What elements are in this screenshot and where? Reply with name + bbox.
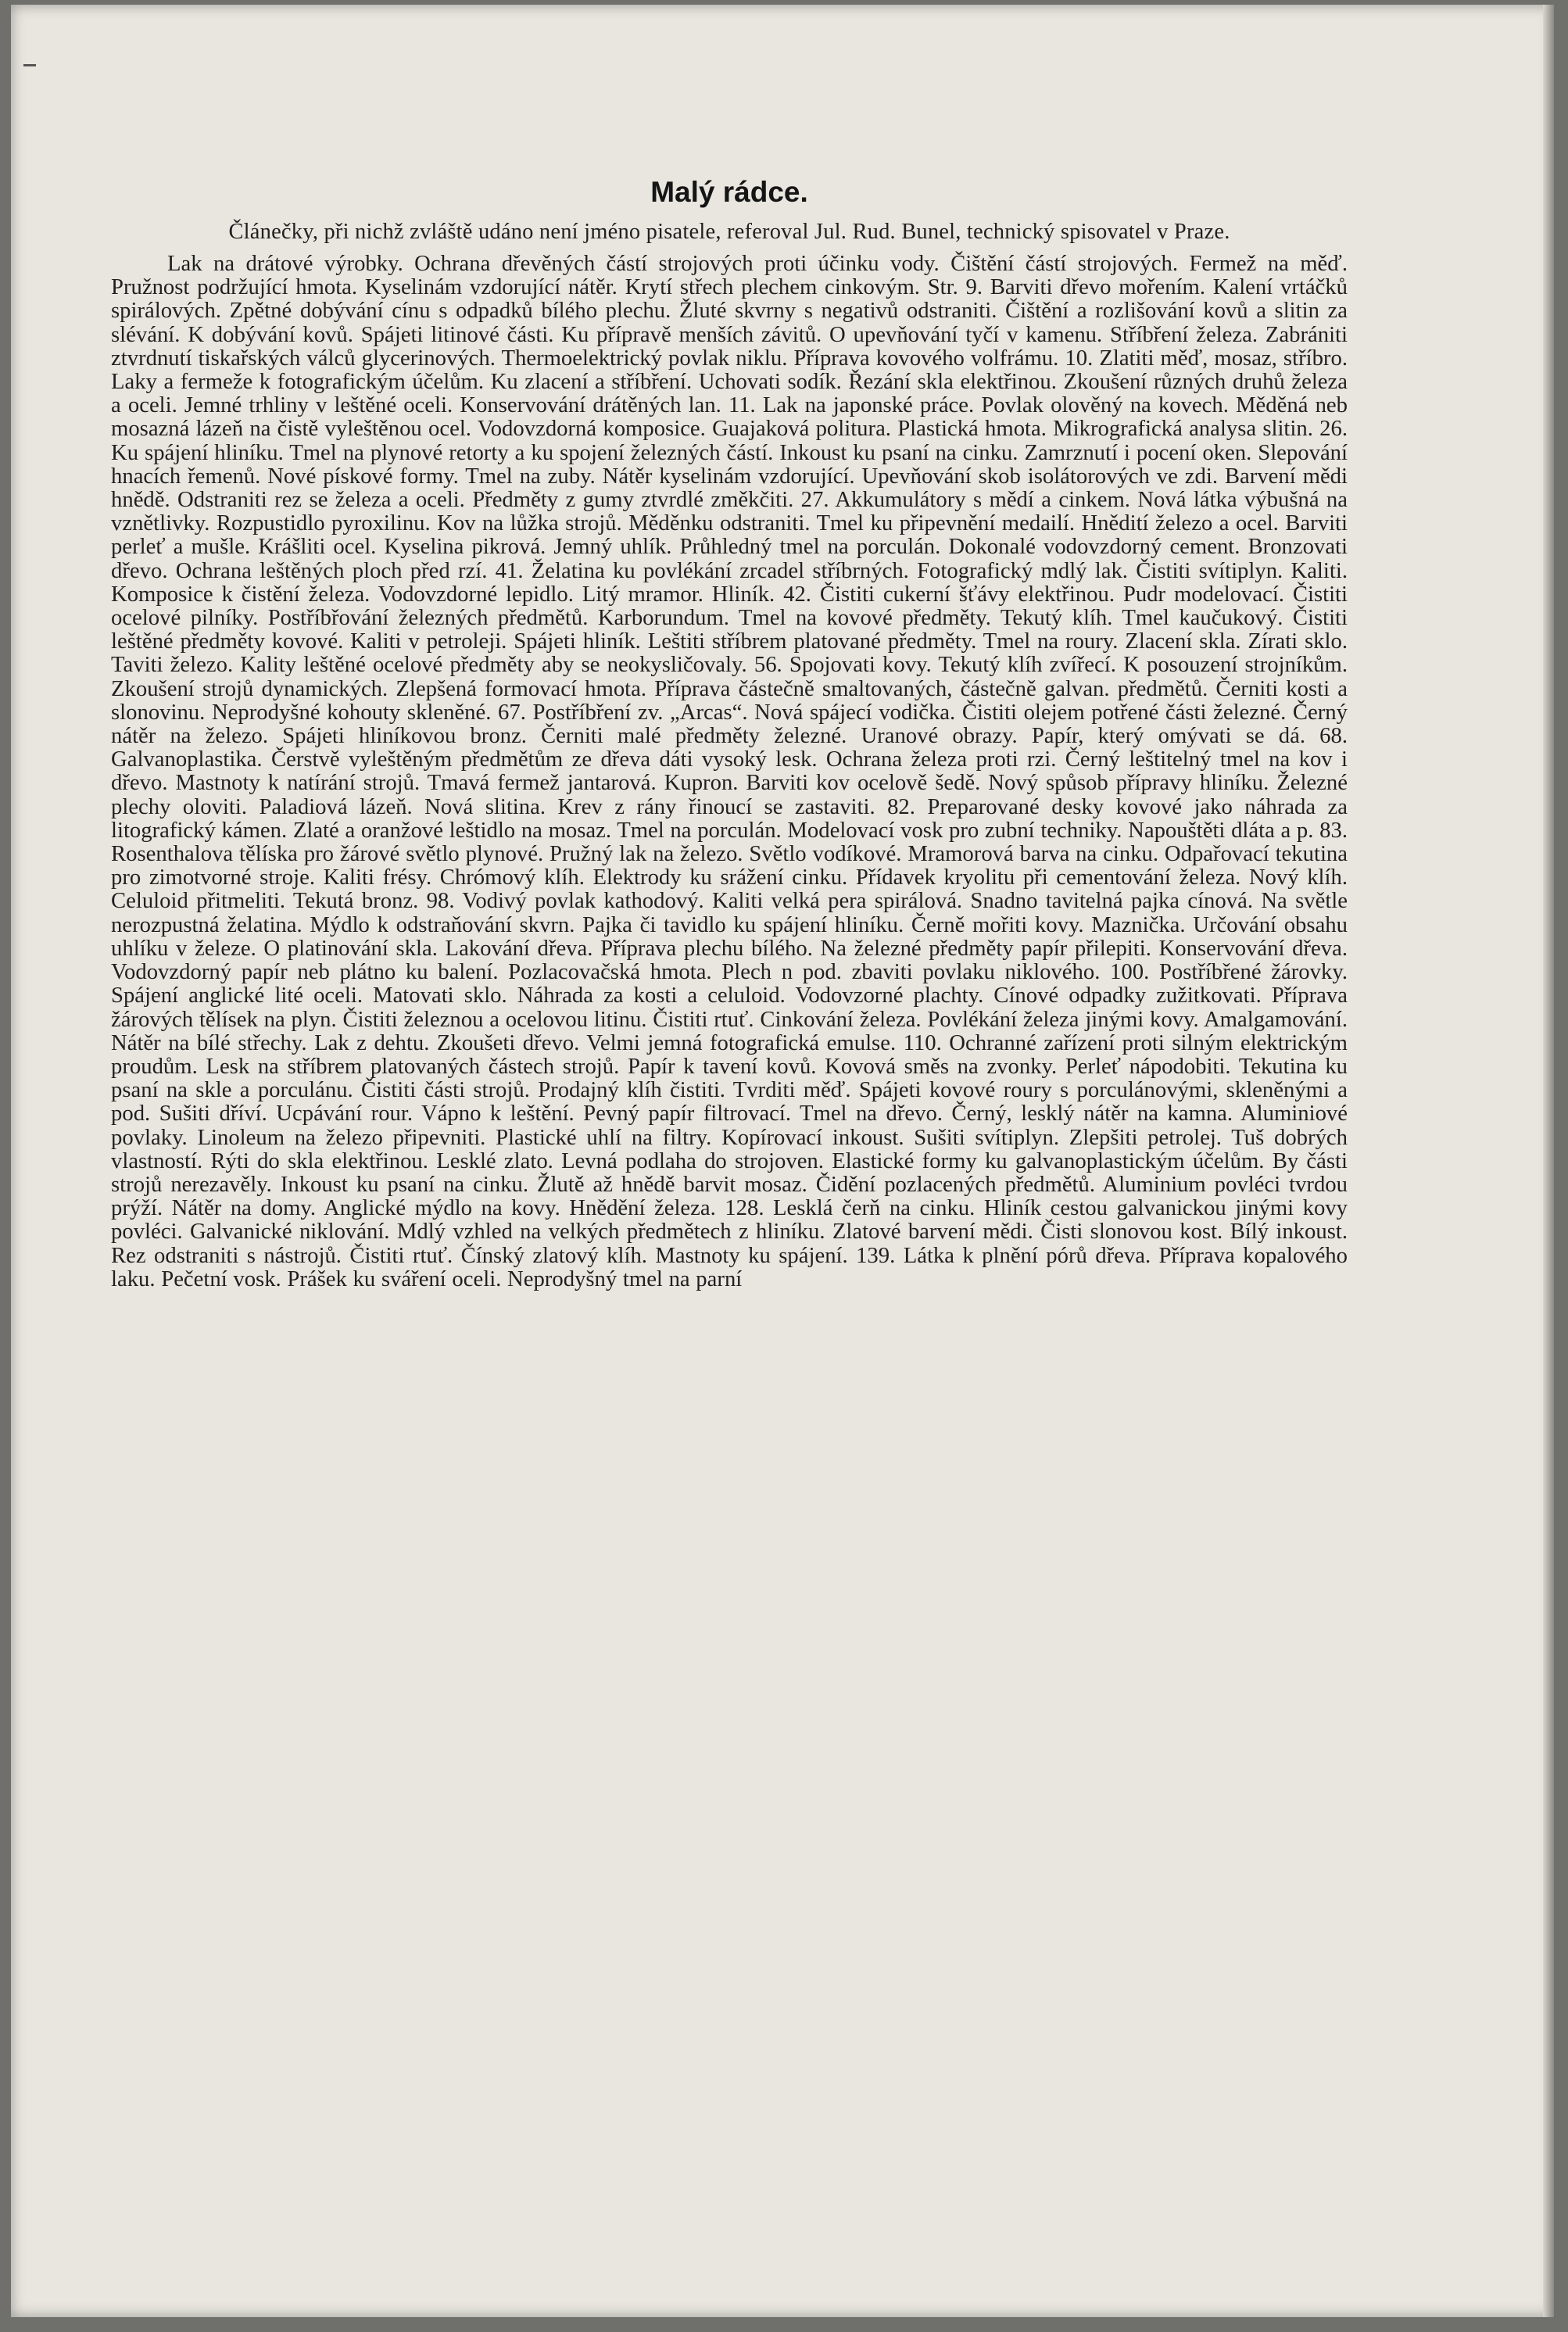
margin-dash-mark: [23, 64, 36, 66]
book-page: [11, 5, 1554, 2317]
topic-list-paragraph: Lak na drátové výrobky. Ochrana dřevěných částí strojových proti účinku vody. Čištění částí strojových. Fermež na měď. Pružnost podržující hmota. Kyselinám vzdorující nátěr. Krytí střech plechem cinkovým. Str. 9. Barviti dřevo mořením. Kalení vrtáčků spirálových. Zpětné dobývání cínu s odpadků bílého plechu. Žluté skvrny s negativů odstraniti. Čištění a rozlišování kovů a slitin za slévání. K dobývání kovů. Spájeti litinové části. Ku přípravě menších závitů. O upevňování tyčí v kamenu. Stříbření železa. Zabrániti ztvrdnutí tiskařských válců glycerinových. Thermoelektrický povlak niklu. Příprava kovového volfrámu. 10. Zlatiti měď, mosaz, stříbro. Laky a fermeže k fotografickým účelům. Ku zlacení a stříbření. Uchovati sodík. Řezání skla elektřinou. Zkoušení různých druhů železa a oceli. Jemné trhliny v leštěné oceli. Konservování drátěných lan. 11. Lak na japonské práce. Povlak olověný na kovech. Měděná neb mosazná lázeň na čistě vyleštěnou ocel. Vodovzdorná komposice. Guajaková politura. Plastická hmota. Mikrografická analysa slitin. 26. Ku spájení hliníku. Tmel na plynové retorty a ku spojení železných částí. Inkoust ku psaní na cinku. Zamrznutí i pocení oken. Slepování hnacích řemenů. Nové pískové formy. Tmel na zuby. Nátěr kyselinám vzdorující. Upevňování skob isolátorových ve zdi. Barvení mědi hnědě. Odstraniti rez se železa a oceli. Předměty z gumy ztvrdlé změkčiti. 27. Akkumulátory s mědí a cinkem. Nová látka výbušná na vznětlivky. Rozpustidlo pyroxilinu. Kov na lůžka strojů. Měděnku odstraniti. Tmel ku připevnění medailí. Hnědití železo a ocel. Barviti perleť a mušle. Krášliti ocel. Kyselina pikrová. Jemný uhlík. Průhledný tmel na porculán. Dokonalé vodovzdorný cement. Bronzovati dřevo. Ochrana leštěných ploch před rzí. 41. Želatina ku povlékání zrcadel stříbrných. Fotografický mdlý lak. Čistiti svítiplyn. Kaliti. Komposice k čistění železa. Vodovzdorné lepidlo. Litý mramor. Hliník. 42. Čistiti cukerní šťávy elektřinou. Pudr modelovací. Čistiti ocelové pilníky. Postříbřování železných předmětů. Karborundum. Tmel na kovové předměty. Tekutý klíh. Tmel kaučukový. Čistiti leštěné předměty kovové. Kaliti v petroleji. Spájeti hliník. Leštiti stříbrem platované předměty. Tmel na roury. Zlacení skla. Zírati sklo. Taviti železo. Kality leštěné ocelové předměty aby se neokysličovaly. 56. Spojovati kovy. Tekutý klíh zvířecí. K posouzení strojníkům. Zkoušení strojů dynamických. Zlepšená formovací hmota. Příprava částečně smaltovaných, částečně galvan. předmětů. Černiti kosti a slonovinu. Neprodyšné kohouty skleněné. 67. Postříbření zv. „Arcas“. Nová spájecí vodička. Čistiti olejem potřené části železné. Černý nátěr na železo. Spájeti hliníkovou bronz. Černiti malé předměty železné. Uranové obrazy. Papír, který omývati se dá. 68. Galvanoplastika. Čerstvě vyleštěným předmětům ze dřeva dáti vysoký lesk. Ochrana železa proti rzi. Černý leštitelný tmel na kov i dřevo. Mastnoty k natírání strojů. Tmavá fermež jantarová. Kupron. Barviti kov ocelově šedě. Nový spůsob přípravy hliníku. Železné plechy oloviti. Paladiová lázeň. Nová slitina. Krev z rány řinoucí se zastaviti. 82. Preparované desky kovové jako náhrada za litografický kámen. Zlaté a oranžové leštidlo na mosaz. Tmel na porculán. Modelovací vosk pro zubní techniky. Napouštěti dláta a p. 83. Rosenthalova tělíska pro žárové světlo plynové. Pružný lak na železo. Světlo vodíkové. Mramorová barva na cinku. Odpařovací tekutina pro zimotvorné stroje. Kaliti frésy. Chrómový klíh. Elektrody ku srážení cinku. Přídavek kryolitu při cementování železa. Nový klíh. Celuloid přitmeliti. Tekutá bronz. 98. Vodivý povlak kathodový. Kaliti velká pera spirálová. Snadno tavitelná pajka cínová. Na světle nerozpustná želatina. Mýdlo k odstraňování skvrn. Pajka či tavidlo ku spájení hliníku. Černě mořiti kovy. Maznička. Určování obsahu uhlíku v železe. O platinování skla. Lakování dřeva. Příprava plechu bílého. Na železné předměty papír přilepiti. Konservování dřeva. Vodovzdorný papír neb plátno ku balení. Pozlacovačská hmota. Plech n pod. zbaviti povlaku niklového. 100. Postříbřené žárovky. Spájení anglické lité oceli. Matovati sklo. Náhrada za kosti a celuloid. Vodovzorné plachty. Cínové odpadky zužitkovati. Příprava žárových tělísek na plyn. Čistiti železnou a ocelovou litinu. Čistiti rtuť. Cinkování železa. Povlékání železa jinými kovy. Amalgamování. Nátěr na bílé střechy. Lak z dehtu. Zkoušeti dřevo. Velmi jemná fotografická emulse. 110. Ochranné zařízení proti silným elektrickým proudům. Lesk na stříbrem platovaných částech strojů. Papír k tavení kovů. Kovová směs na zvonky. Perleť nápodobiti. Tekutina ku psaní na skle a porculánu. Čistiti části strojů. Prodajný klíh čistiti. Tvrditi měď. Spájeti kovové roury s porculánovými, skleněnými a pod. Sušiti dříví. Ucpávání rour. Vápno k leštění. Pevný papír filtrovací. Tmel na dřevo. Černý, lesklý nátěr na kamna. Aluminiové povlaky. Linoleum na železo připevniti. Plastické uhlí na filtry. Kopírovací inkoust. Sušiti svítiplyn. Zlepšiti petrolej. Tuš dobrých vlastností. Rýti do skla elektřinou. Lesklé zlato. Levná podlaha do strojoven. Elastické formy ku galvanoplastickým účelům. By části strojů nerezavěly. Inkoust ku psaní na cinku. Žlutě až hnědě barvit mosaz. Čidění pozlacených předmětů. Aluminium povléci tvrdou prýží. Nátěr na domy. Anglické mýdlo na kovy. Hnědění železa. 128. Lesklá čerň na cinku. Hliník cestou galvanickou jinými kovy povléci. Galvanické niklování. Mdlý vzhled na velkých předmětech z hliníku. Zlatové barvení mědi. Čisti slonovou kost. Bílý inkoust. Rez odstraniti s nástrojů. Čistiti rtuť. Čínský zlatový klíh. Mastnoty ku spájení. 139. Látka k plnění pórů dřeva. Příprava kopalového laku. Pečetní vosk. Prášek ku sváření oceli. Neprodyšný tmel na parní: [111, 251, 1348, 1291]
page-edge-shadow: [1543, 5, 1554, 2317]
page-content: [111, 175, 1348, 1291]
page-title: Malý rádce.: [650, 176, 808, 208]
intro-note: Článečky, při nichž zvláště udáno není jméno pisatele, referoval Jul. Rud. Bunel, technický spisovatel v Praze.: [228, 220, 1230, 244]
